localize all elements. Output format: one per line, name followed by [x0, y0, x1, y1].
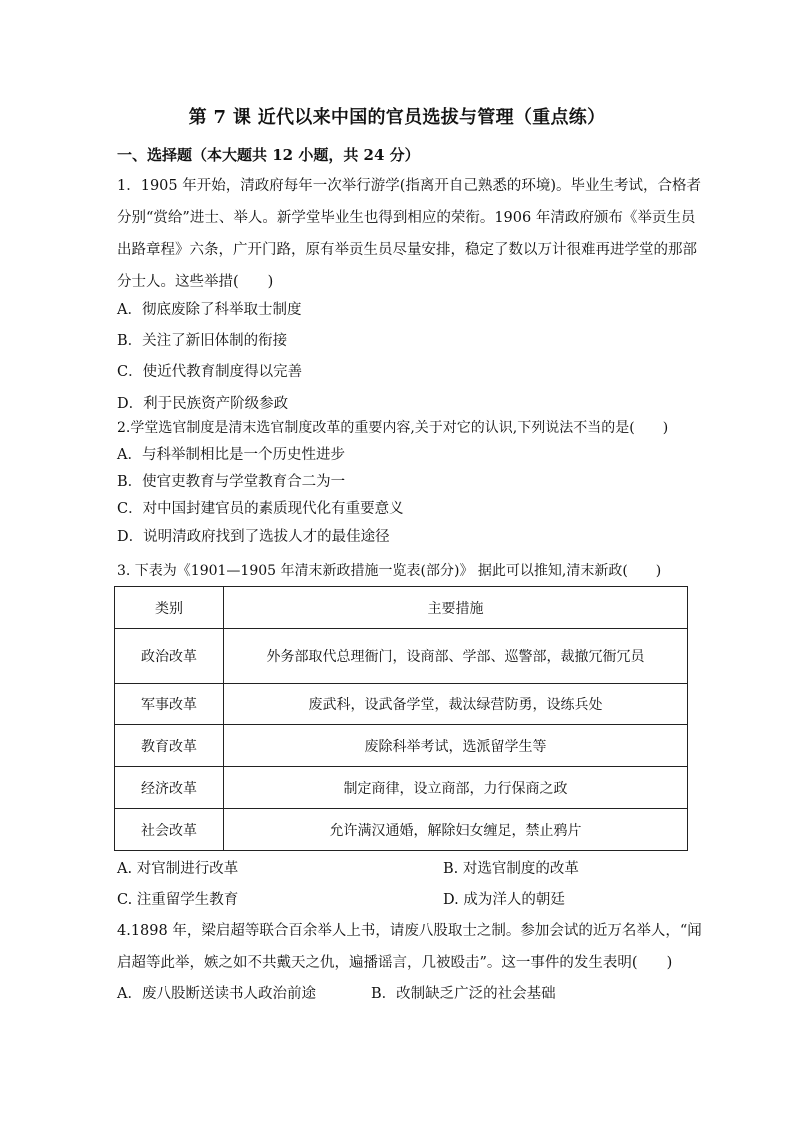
table-cell-measures: 制定商律，设立商部，力行保商之政 [224, 767, 688, 809]
table-cell-category: 经济改革 [115, 767, 224, 809]
question-1-option-a: A．彻底废除了科举取士制度 [117, 302, 302, 318]
question-4-line: 启超等此举，嫉之如不共戴天之仇，遍播谣言，几被殴击”。这一事件的发生表明( ) [117, 955, 673, 971]
table-row [115, 767, 688, 809]
question-2-stem: 2.学堂选官制度是清末选官制度改革的重要内容,关于对它的认识,下列说法不当的是( ) [117, 420, 669, 436]
question-3-stem: 3. 下表为《1901—1905 年清末新政措施一览表(部分)》 据此可以推知,清末新政( ) [117, 563, 662, 579]
table-cell-measures: 外务部取代总理衙门，设商部、学部、巡警部，裁撤冗衙冗员 [224, 629, 688, 684]
table-row [115, 684, 688, 725]
table-cell-measures: 允许满汉通婚，解除妇女缠足，禁止鸦片 [224, 809, 688, 851]
table-header-row [115, 587, 688, 629]
question-4-stem [117, 915, 702, 979]
table-row [115, 809, 688, 851]
question-1-stem [117, 170, 702, 298]
question-1-line: 分别“赏给”进士、举人。新学堂毕业生也得到相应的荣衔。1906 年清政府颁布《举贡生员 [117, 210, 696, 226]
question-1-option-b: B．关注了新旧体制的衔接 [117, 333, 288, 349]
question-2-option-a: A．与科举制相比是一个历史性进步 [117, 447, 345, 463]
question-3-option-a: A. 对官制进行改革 [117, 861, 239, 877]
question-4-line: 4.1898 年，梁启超等联合百余举人上书，请废八股取士之制。参加会试的近万名举人，“闻 [117, 923, 702, 939]
page-title: 第 7 课 近代以来中国的官员选拔与管理（重点练） [188, 107, 606, 128]
question-1-option-c: C．使近代教育制度得以完善 [117, 364, 303, 380]
section-heading: 一、选择题（本大题共 12 小题，共 24 分） [117, 146, 420, 164]
question-2-option-b: B．使官吏教育与学堂教育合二为一 [117, 474, 346, 490]
question-2-option-c: C．对中国封建官员的素质现代化有重要意义 [117, 501, 404, 517]
question-4-option-b: B．改制缺乏广泛的社会基础 [371, 986, 556, 1002]
table-cell-category: 政治改革 [115, 629, 224, 684]
table-cell-measures: 废武科，设武备学堂，裁汰绿营防勇，设练兵处 [224, 684, 688, 725]
table-header-category: 类别 [115, 587, 224, 629]
question-3-option-b: B. 对选官制度的改革 [443, 861, 579, 877]
table-cell-category: 教育改革 [115, 725, 224, 767]
question-1-line: 分士人。这些举措( ) [117, 274, 274, 290]
table-row [115, 629, 688, 684]
question-1-line: 1．1905 年开始，清政府每年一次举行游学(指离开自己熟悉的环境)。毕业生考试，合格者 [117, 178, 702, 194]
table-header-measures: 主要措施 [224, 587, 688, 629]
table-cell-category: 军事改革 [115, 684, 224, 725]
table-cell-category: 社会改革 [115, 809, 224, 851]
question-4-option-a: A．废八股断送读书人政治前途 [117, 986, 316, 1002]
question-1-option-d: D．利于民族资产阶级参政 [117, 396, 289, 412]
question-1-line: 出路章程》六条，广开门路，原有举贡生员尽量安排，稳定了数以万计很难再进学堂的那部 [117, 242, 697, 258]
question-3-option-d: D. 成为洋人的朝廷 [443, 892, 565, 908]
reform-measures-table [114, 586, 688, 851]
table-cell-measures: 废除科举考试，选派留学生等 [224, 725, 688, 767]
question-3-option-c: C. 注重留学生教育 [117, 892, 239, 908]
question-2-option-d: D．说明清政府找到了选拔人才的最佳途径 [117, 529, 390, 545]
table-row [115, 725, 688, 767]
